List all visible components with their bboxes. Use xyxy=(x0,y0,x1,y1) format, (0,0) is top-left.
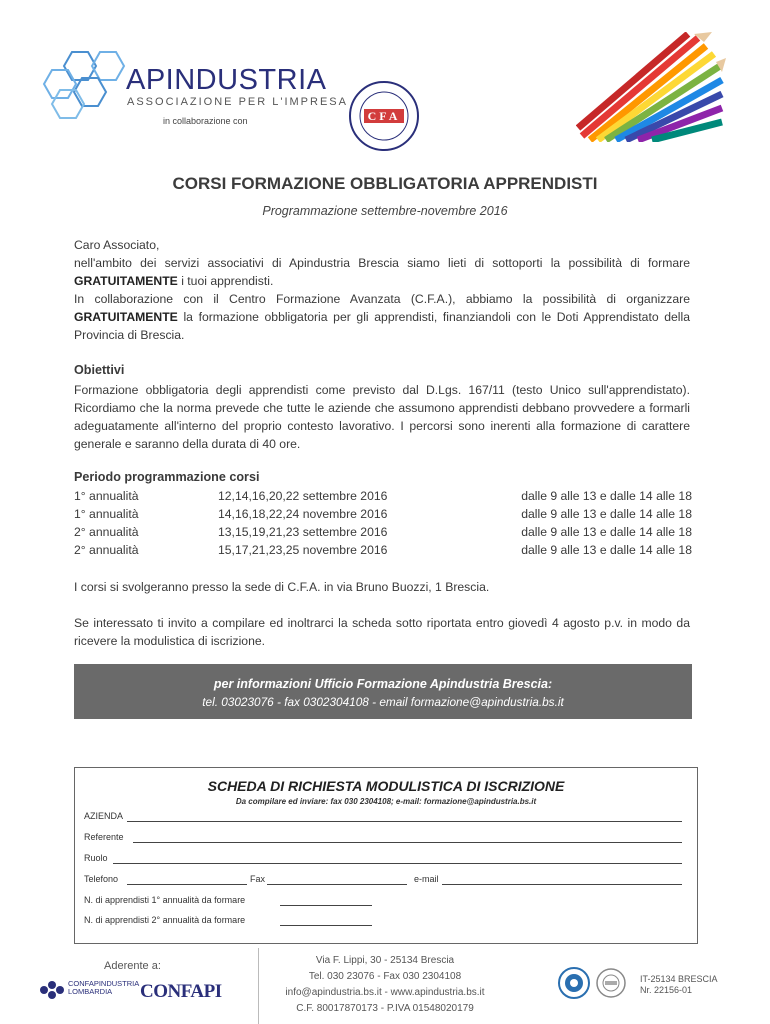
schedule-dates: 13,15,19,21,23 settembre 2016 xyxy=(218,525,388,539)
confapi-logo: CONFAPI xyxy=(140,981,222,1002)
intro-greeting: Caro Associato, xyxy=(74,238,160,252)
objectives-heading: Obiettivi xyxy=(74,363,125,377)
fax-label: Fax xyxy=(250,874,266,884)
address-line: Tel. 030 23076 - Fax 030 2304108 xyxy=(308,971,462,982)
schedule-hours: dalle 9 alle 13 e dalle 14 alle 18 xyxy=(521,525,692,539)
confapindustria-lombardia-logo xyxy=(38,978,66,1002)
certification-seal-icon xyxy=(558,967,590,999)
intro-paragraph-2 xyxy=(74,290,690,344)
intro-p2-text-end: la formazione obbligatoria per gli apprendisti, finanziandoli con le Doti Apprendistato della Provincia di Brescia. xyxy=(74,310,690,342)
info-box xyxy=(74,664,692,719)
schedule-year: 2° annualità xyxy=(74,525,139,539)
apprendisti-2-label: N. di apprendisti 2° annualità da formare xyxy=(84,915,246,925)
info-title: per informazioni Ufficio Formazione Apindustria Brescia: xyxy=(213,677,553,691)
intro-p2-text: In collaborazione con il Centro Formazione Avanzata (C.F.A.), abbiamo la possibilità di organizzare xyxy=(74,292,690,306)
cert-line: Nr. 22156-01 xyxy=(640,985,693,995)
telefono-input-line[interactable] xyxy=(127,884,247,885)
apprendisti-1-input-line[interactable] xyxy=(280,905,372,906)
cfa-seal-logo xyxy=(348,80,420,152)
address-line[interactable]: info@apindustria.bs.it - www.apindustria.bs.it xyxy=(285,987,485,998)
address-line: C.F. 80017870173 - P.IVA 01548020179 xyxy=(296,1003,474,1014)
adherent-label: Aderente a: xyxy=(104,960,161,972)
objectives-text: Formazione obbligatoria degli apprendisti come previsto dal D.Lgs. 167/11 (testo Unico sull'apprendistato). Ricordiamo che la norma prevede che tutte le aziende che assumono apprendisti debbano provvedere a formarli adeguatamente all'interno del proprio contesto lavorativo. I percorsi sono inerenti alla formazione di carattere generale e saranno della durata di 40 ore. xyxy=(74,383,690,451)
intro-p1-text: nell'ambito dei servizi associativi di Apindustria Brescia siamo lieti di sottoporti la possibilità di formare xyxy=(74,256,690,270)
confapindustria-lombardia-text: CONFAPINDUSTRIA LOMBARDIA xyxy=(68,979,139,996)
apprendisti-2-input-line[interactable] xyxy=(280,925,372,926)
schedule-dates: 12,14,16,20,22 settembre 2016 xyxy=(218,489,388,503)
certification-text xyxy=(640,974,718,996)
apprendisti-2-field[interactable] xyxy=(84,912,384,926)
address-line: Via F. Lippi, 30 - 25134 Brescia xyxy=(315,955,455,966)
form-title: SCHEDA DI RICHIESTA MODULISTICA DI ISCRIZIONE xyxy=(207,778,565,794)
schedule-dates: 14,16,18,22,24 novembre 2016 xyxy=(218,507,388,521)
telefono-label: Telefono xyxy=(84,874,119,884)
referente-label: Referente xyxy=(84,832,124,842)
schedule-dates: 15,17,21,23,25 novembre 2016 xyxy=(218,543,388,557)
schedule-hours: dalle 9 alle 13 e dalle 14 alle 18 xyxy=(521,543,692,557)
colored-pencils-image xyxy=(576,32,726,142)
schedule-row xyxy=(74,507,692,525)
info-contacts[interactable]: tel. 03023076 - fax 0302304108 - email formazione@apindustria.bs.it xyxy=(202,695,564,709)
schedule-row xyxy=(74,525,692,543)
apprendisti-1-field[interactable] xyxy=(84,892,384,906)
intro-paragraph-1 xyxy=(74,254,690,290)
referente-field[interactable] xyxy=(84,829,682,843)
invite-text: Se interessato ti invito a compilare ed inoltrarci la scheda sotto riportata entro giovedì 4 agosto p.v. in modo da ricevere la modulistica di iscrizione. xyxy=(74,616,690,648)
referente-input-line[interactable] xyxy=(133,842,682,843)
schedule-year: 1° annualità xyxy=(74,489,139,503)
schedule-year: 1° annualità xyxy=(74,507,139,521)
schedule-row xyxy=(74,543,692,561)
apprendisti-1-label: N. di apprendisti 1° annualità da formare xyxy=(84,895,246,905)
schedule-row xyxy=(74,489,692,507)
email-input-line[interactable] xyxy=(442,884,682,885)
fax-input-line[interactable] xyxy=(267,884,407,885)
collaboration-label: in collaborazione con xyxy=(163,116,248,126)
ruolo-input-line[interactable] xyxy=(113,863,682,864)
cert-line: IT-25134 BRESCIA xyxy=(640,974,718,984)
page-title: CORSI FORMAZIONE OBBLIGATORIA APPRENDISTI xyxy=(172,174,598,193)
location-text: I corsi si svolgeranno presso la sede di C.F.A. in via Bruno Buozzi, 1 Brescia. xyxy=(74,580,490,594)
ruolo-field[interactable] xyxy=(84,850,682,864)
cfa-seal-text: CFA xyxy=(367,109,401,123)
contact-fields xyxy=(84,871,682,885)
email-label: e-mail xyxy=(414,874,439,884)
schedule-heading: Periodo programmazione corsi xyxy=(74,470,260,484)
azienda-input-line[interactable] xyxy=(127,821,682,822)
footer-divider xyxy=(258,948,259,1024)
schedule-year: 2° annualità xyxy=(74,543,139,557)
schedule-hours: dalle 9 alle 13 e dalle 14 alle 18 xyxy=(521,489,692,503)
intro-p1-text-end: i tuoi apprendisti. xyxy=(177,274,274,288)
ruolo-label: Ruolo xyxy=(84,853,108,863)
azienda-field[interactable] xyxy=(84,808,682,822)
brand-subtitle: ASSOCIAZIONE PER L'IMPRESA xyxy=(127,96,348,108)
quality-seal-icon xyxy=(596,968,626,998)
azienda-label: AZIENDA xyxy=(84,811,124,821)
schedule-hours: dalle 9 alle 13 e dalle 14 alle 18 xyxy=(521,507,692,521)
request-form xyxy=(74,767,698,944)
intro-p2-bold: GRATUITAMENTE xyxy=(74,310,178,324)
brand-name: APINDUSTRIA xyxy=(126,64,327,96)
form-subtitle: Da compilare ed inviare: fax 030 2304108; e-mail: formazione@apindustria.bs.it xyxy=(235,797,537,806)
page-subtitle: Programmazione settembre-novembre 2016 xyxy=(262,204,508,218)
apindustria-hexagon-logo xyxy=(42,50,126,122)
intro-p1-bold: GRATUITAMENTE xyxy=(74,274,178,288)
